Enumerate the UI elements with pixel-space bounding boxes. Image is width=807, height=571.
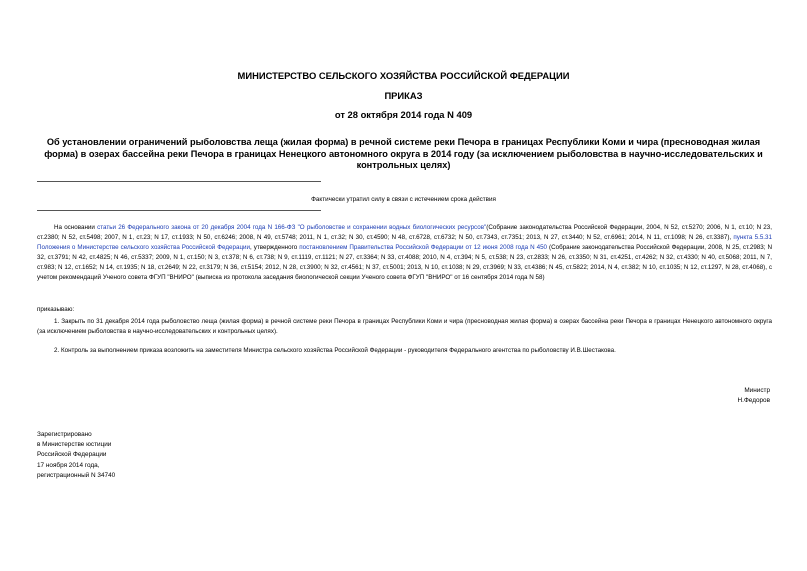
divider-bottom [37, 210, 321, 211]
signature-position: Министр [744, 387, 770, 394]
registration-line-1: Зарегистрировано [37, 431, 92, 438]
order-item-1: 1. Закрыть по 31 декабря 2014 года рыболовство леща (жилая форма) в речной системе реки Печора в границах Республики Коми и чира (пресноводная жилая форма) в озерах бассейна реки Печора в границах Ненецкого автономного округа (за исключением рыболовства в научно-исследовательских и контрольных целях). [37, 318, 772, 336]
status-note: Фактически утратил силу в связи с истечением срока действия [311, 196, 496, 203]
basis-text-3: (Собрание законодательства Российской Федерации, 2008, N 25, ст.2983; N 32, ст.3791; N 42, ст.4825; N 46, ст.5337; 2009, N 1, ст.150; N 3, ст.378; N 6, ст.738; N 9, ст.1119, ст.1121; N 27, ст.3364; N 33, ст.4088; 2010, N 4, ст.394; N 5, ст.538; N 23, ст.2833; N 26, ст.3350; N 31, ст.4251, ст.4262; N 32, ст.4330; N 40, ст.5068; 2011, N 7, ст.983; N 12, ст.1652; N 14, ст.1935; N 18, ст.2649; N 22, ст.3179; N 36, ст.5154; 2012, N 28, ст.3900; N 32, ст.4561; N 37, ст.5001; 2013, N 10, ст.1038; N 29, ст.3969; N 33, ст.4386; N 45, ст.5822; 2014, N 4, ст.382; N 10, ст.1035; N 12, ст.1297, N 28, ст.4068), с учетом рекомендаций Ученого совета ФГУП "ВНИРО" (выписка из протокола заседания биологической секции Ученого совета ФГУП "ВНИРО" от 16 сентября 2014 года N 58) [37, 244, 772, 282]
registration-line-3: Российской Федерации [37, 451, 107, 459]
basis-text-2: , утвержденного [250, 244, 300, 252]
basis-text-1: (Собрание законодательства Российской Федерации, 2004, N 52, ст.5270; 2006, N 1, ст.10; N 23, ст.2380; N 52, ст.5498; 2007, N 1, ст.23; N 17, ст.1933; N 50, ст.6246; 2008, N 49, ст.5748; 2011, N 1, ст.32; N 30, ст.4590; N 48, ст.6728, ст.6732; N 50, ст.7343, ст.7351; 2013, N 27, ст.3440; N 52, ст.6961; 2014, N 11, ст.1098; N 26, ст.3387), [37, 224, 772, 242]
document-title: Об установлении ограничений рыболовства леща (жилая форма) в речной системе реки Печора в границах Республики Коми и чира (пресноводная жилая форма) в озерах бассейна реки Печора в границах Ненецкого автономного округа в 2014 году (за исключением рыболовства в научно-исследовательских и контрольных целях) [44, 137, 763, 170]
regulation-point-link[interactable]: пункта 5.5.31 Положения о Министерстве сельского хозяйства Российской Федерации [37, 234, 772, 252]
doc-type-heading: ПРИКАЗ [384, 90, 423, 101]
order-word: приказываю: [37, 306, 75, 313]
order-item-2: 2. Контроль за выполнением приказа возложить на заместителя Министра сельского хозяйства Российской Федерации - руководителя Федерального агентства по рыболовству И.В.Шестакова. [54, 347, 616, 354]
registration-line-5: регистрационный N 34740 [37, 471, 116, 479]
law-article-link[interactable]: статьи 26 Федерального закона от 20 декабря 2004 года N 166-ФЗ "О рыболовстве и сохранении водных биологических ресурсов" [97, 224, 487, 231]
registration-block [37, 430, 115, 481]
divider-top [37, 181, 321, 182]
signature-name: Н.Федоров [737, 397, 770, 404]
registration-line-2: в Министерстве юстиции [37, 441, 112, 449]
registration-line-4: 17 ноября 2014 года, [37, 461, 100, 469]
ministry-heading: МИНИСТЕРСТВО СЕЛЬСКОГО ХОЗЯЙСТВА РОССИЙСКОЙ ФЕДЕРАЦИИ [237, 70, 570, 81]
government-decree-link[interactable]: постановлением Правительства Российской Федерации от 12 июня 2008 года N 450 [299, 244, 548, 252]
date-number-heading: от 28 октября 2014 года N 409 [334, 109, 473, 120]
basis-paragraph [37, 223, 772, 284]
basis-lead: На основании [54, 224, 98, 231]
